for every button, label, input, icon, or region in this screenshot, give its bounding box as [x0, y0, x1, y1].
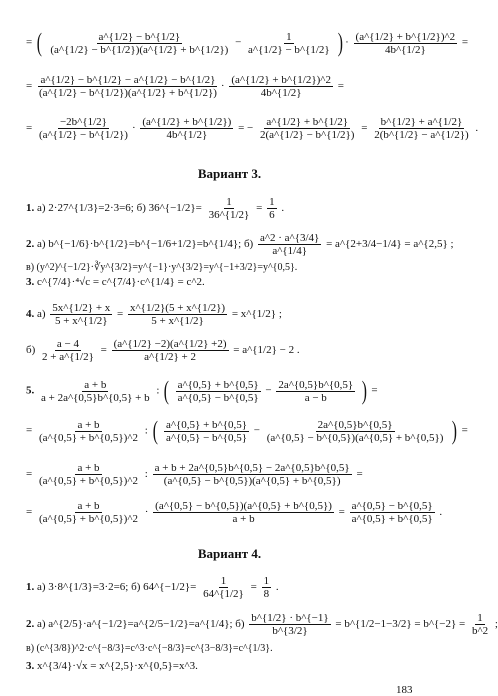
derivation-line-1: = ( $\frac{a\^{}\{1/2\} - b\^{}\{1/2\}}{(a\^{}\{1/2\} - b\^{}\{1/2\})(a\^{}\{1/2\} + b\^{}\{1/2\})}$ − $\frac{1}{a\^{}\{1/2\} - b\^{}\{1/2\}}$ ) · $\frac{(a\^{}\{1/2\} + b\^{}\{1/2\})\^{}2}{4b\^{}\{1/2\}}$ = [26, 28, 469, 57]
fraction: $\frac{(a\^{}\{1/2\} -2)(a\^{}\{1/2\} +2)}{a\^{}\{1/2\} + 2}$ [113, 338, 227, 363]
v4-problem-2c: в) (c^{3/8})^2·c^{−8/3}=c^3·c^{−8/3}=c^{3−8/3}=c^{1/3}. [26, 643, 273, 654]
fraction: $\frac{(a\^{}\{0,5\} - b\^{}\{0,5\})(a\^{}\{0,5\} + b\^{}\{0,5\})}{a + b}$ [155, 500, 332, 525]
fraction: $\frac{a\^{}2 \cdot a\^{}\{3/4\}}{a\^{}\{1/4\}}$ [259, 232, 320, 257]
fraction: $\frac{2a\^{}\{0,5\}b\^{}\{0,5\}}{a - b}$ [278, 378, 354, 404]
fraction: $\frac{2a\^{}\{0,5\}b\^{}\{0,5\}}{(a\^{}\{0,5\} - b\^{}\{0,5\})(a\^{}\{0,5\} + b\^{}\{0,5\})}$ [266, 418, 444, 444]
v3-problem-5-line2: = $\frac{a + b}{(a\^{}\{0,5\} + b\^{}\{0,5\})\^{}2}$ : ( $\frac{a\^{}\{0,5\} + b\^{}\{0,5\}}{a\^{}\{0,5\} - b\^{}\{0,5\}}$ − $\frac{2a\^{}\{0,5\}b\^{}\{0,5\}}{(a\^{}\{0,5\} - b\^{}\{0,5\})(a\^{}\{0,5\} + b\^{}\{0,5\})}$ ) = [26, 416, 468, 445]
fraction: $\frac{a + b}{(a\^{}\{0,5\} + b\^{}\{0,5\})\^{}2}$ [38, 500, 138, 525]
derivation-line-3: = $\frac{-2b\^{}\{1/2\}}{(a\^{}\{1/2\} - b\^{}\{1/2\})}$ · $\frac{(a\^{}\{1/2\} + b\^{}\{1/2\})}{4b\^{}\{1/2\}}$ = − $\frac{a\^{}\{1/2\} + b\^{}\{1/2\}}{2(a\^{}\{1/2\} - b\^{}\{1/2\})}$ = $\frac{b\^{}\{1/2\} + a\^{}\{1/2\}}{2(b\^{}\{1/2\} - a\^{}\{1/2\})}$ . [26, 116, 479, 141]
fraction: $\frac{a + b}{(a\^{}\{0,5\} + b\^{}\{0,5\})\^{}2}$ [38, 418, 138, 444]
fraction: $\frac{(a\^{}\{1/2\} + b\^{}\{1/2\})\^{}2}{4b\^{}\{1/2\}}$ [231, 74, 331, 99]
derivation-line-2: = $\frac{a\^{}\{1/2\} - b\^{}\{1/2\} - a\^{}\{1/2\} - b\^{}\{1/2\}}{(a\^{}\{1/2\} - b\^{}\{1/2\})(a\^{}\{1/2\} + b\^{}\{1/2\})}$ · $\frac{(a\^{}\{1/2\} + b\^{}\{1/2\})\^{}2}{4b\^{}\{1/2\}}$ = [26, 74, 344, 99]
v3-problem-2: 2. а) b^{−1/6}·b^{1/2}=b^{−1/6+1/2}=b^{1/4}; б) $\frac{a\^{}2 \cdot a\^{}\{3/4\}}{a\^{}\{1/4\}}$ = a^{2+3/4−1/4} = a^{2,5} ; [26, 232, 454, 257]
fraction: $\frac{a\^{}\{0,5\} - b\^{}\{0,5\}}{a\^{}\{0,5\} + b\^{}\{0,5\}}$ [351, 500, 433, 525]
fraction: $\frac{1}{8}$ [263, 575, 270, 600]
fraction: $\frac{x\^{}\{1/2\}(5 + x\^{}\{1/2\})}{5 + x\^{}\{1/2\}}$ [130, 302, 226, 327]
fraction: $\frac{1}{6}$ [269, 196, 275, 221]
fraction: $\frac{b\^{}\{1/2\} + a\^{}\{1/2\}}{2(b\^{}\{1/2\} - a\^{}\{1/2\})}$ [374, 116, 469, 141]
v3-problem-3: 3. c^{7/4}·⁴√c = c^{7/4}·c^{1/4} = c^2. [26, 276, 205, 288]
fraction: $\frac{(a\^{}\{1/2\} + b\^{}\{1/2\})\^{}2}{4b\^{}\{1/2\}}$ [355, 30, 456, 56]
v3-problem-5-line3: = $\frac{a + b}{(a\^{}\{0,5\} + b\^{}\{0,5\})\^{}2}$ : $\frac{a + b + 2a\^{}\{0,5\}b\^{}\{0,5\} - 2a\^{}\{0,5\}b\^{}\{0,5\}}{(a\^{}\{0,5\} - b\^{}\{0,5\})(a\^{}\{0,5\} + b\^{}\{0,5\})}$ = [26, 462, 363, 487]
variant3-heading: Вариант 3. [197, 166, 262, 181]
fraction: $\frac{1}{a\^{}\{1/2\} - b\^{}\{1/2\}}$ [248, 30, 330, 56]
v3-problem-5-line4: = $\frac{a + b}{(a\^{}\{0,5\} + b\^{}\{0,5\})\^{}2}$ · $\frac{(a\^{}\{0,5\} - b\^{}\{0,5\})(a\^{}\{0,5\} + b\^{}\{0,5\})}{a + b}$ = $\frac{a\^{}\{0,5\} - b\^{}\{0,5\}}{a\^{}\{0,5\} + b\^{}\{0,5\}}$ . [26, 500, 443, 525]
fraction: $\frac{1}{64\^{}\{1/2\}}$ [203, 575, 244, 600]
v4-problem-1: 1. а) 3·8^{1/3}=3·2=6; б) 64^{−1/2}= $\frac{1}{64\^{}\{1/2\}}$ = $\frac{1}{8}$ . [26, 575, 279, 600]
fraction: $\frac{a\^{}\{0,5\} + b\^{}\{0,5\}}{a\^{}\{0,5\} - b\^{}\{0,5\}}$ [165, 418, 248, 444]
fraction: $\frac{1}{36\^{}\{1/2\}}$ [208, 196, 250, 221]
v3-problem-1: 1. а) 2·27^{1/3}=2·3=6; б) 36^{−1/2}= $\frac{1}{36\^{}\{1/2\}}$ = $\frac{1}{6}$ . [26, 196, 285, 221]
fraction: $\frac{1}{b\^{}2}$ [471, 612, 489, 637]
fraction: $\frac{a\^{}\{1/2\} + b\^{}\{1/2\}}{2(a\^{}\{1/2\} - b\^{}\{1/2\})}$ [260, 116, 355, 141]
fraction: $\frac{a + b + 2a\^{}\{0,5\}b\^{}\{0,5\} - 2a\^{}\{0,5\}b\^{}\{0,5\}}{(a\^{}\{0,5\} - b\^{}\{0,5\})(a\^{}\{0,5\} + b\^{}\{0,5\})}$ [154, 462, 350, 487]
fraction: $\frac{a\^{}\{0,5\} + b\^{}\{0,5\}}{a\^{}\{0,5\} - b\^{}\{0,5\}}$ [177, 378, 259, 404]
v3-problem-5: 5. $\frac{a + b}{a + 2a\^{}\{0,5\}b\^{}\{0,5\} + b}$ : ( $\frac{a\^{}\{0,5\} + b\^{}\{0,5\}}{a\^{}\{0,5\} - b\^{}\{0,5\}}$ − $\frac{2a\^{}\{0,5\}b\^{}\{0,5\}}{a - b}$ ) = [26, 376, 378, 405]
v3-problem-4b: б) $\frac{a - 4}{2 + a\^{}\{1/2\}}$ = $\frac{(a\^{}\{1/2\} -2)(a\^{}\{1/2\} +2)}{a\^{}\{1/2\} + 2}$ = a^{1/2} − 2 . [26, 338, 300, 363]
page-number: 183 [396, 684, 413, 696]
v4-problem-2: 2. а) a^{2/5}·a^{−1/2}=a^{2/5−1/2}=a^{1/4}; б) $\frac{b\^{}\{1/2\} \cdot b\^{}\{-1\}}{b\^{}\{3/2\}}$ = b^{1/2−1−3/2} = b^{−2} = $\frac{1}{b\^{}2}$ ; [26, 612, 498, 637]
fraction: $\frac{a\^{}\{1/2\} - b\^{}\{1/2\} - a\^{}\{1/2\} - b\^{}\{1/2\}}{(a\^{}\{1/2\} - b\^{}\{1/2\})(a\^{}\{1/2\} + b\^{}\{1/2\})}$ [38, 74, 217, 99]
v3-problem-2c: в) (y^2)^{−1/2}·∛y^{3/2}=y^{−1}·y^{3/2}=y^{−1+3/2}=y^{0,5}. [26, 262, 298, 273]
fraction: $\frac{(a\^{}\{1/2\} + b\^{}\{1/2\})}{4b\^{}\{1/2\}}$ [142, 116, 232, 141]
fraction: $\frac{a - 4}{2 + a\^{}\{1/2\}}$ [42, 338, 94, 363]
fraction: $\frac{a + b}{a + 2a\^{}\{0,5\}b\^{}\{0,5\} + b}$ [41, 378, 150, 404]
fraction: $\frac{a\^{}\{1/2\} - b\^{}\{1/2\}}{(a\^{}\{1/2\} - b\^{}\{1/2\})(a\^{}\{1/2\} + b\^{}\{1/2\})}$ [50, 30, 229, 56]
v4-problem-3: 3. x^{3/4}·√x = x^{2,5}·x^{0,5}=x^3. [26, 660, 198, 672]
variant4-heading: Вариант 4. [197, 546, 262, 561]
v3-problem-4a: 4. а) $\frac{5x\^{}\{1/2\} + x}{5 + x\^{}\{1/2\}}$ = $\frac{x\^{}\{1/2\}(5 + x\^{}\{1/2\})}{5 + x\^{}\{1/2\}}$ = x^{1/2} ; [26, 302, 282, 327]
equals-sign: = [26, 36, 33, 49]
fraction: $\frac{a + b}{(a\^{}\{0,5\} + b\^{}\{0,5\})\^{}2}$ [38, 462, 138, 487]
fraction: $\frac{b\^{}\{1/2\} \cdot b\^{}\{-1\}}{b\^{}\{3/2\}}$ [251, 612, 329, 637]
fraction: $\frac{5x\^{}\{1/2\} + x}{5 + x\^{}\{1/2\}}$ [52, 302, 111, 327]
fraction: $\frac{-2b\^{}\{1/2\}}{(a\^{}\{1/2\} - b\^{}\{1/2\})}$ [38, 116, 128, 141]
